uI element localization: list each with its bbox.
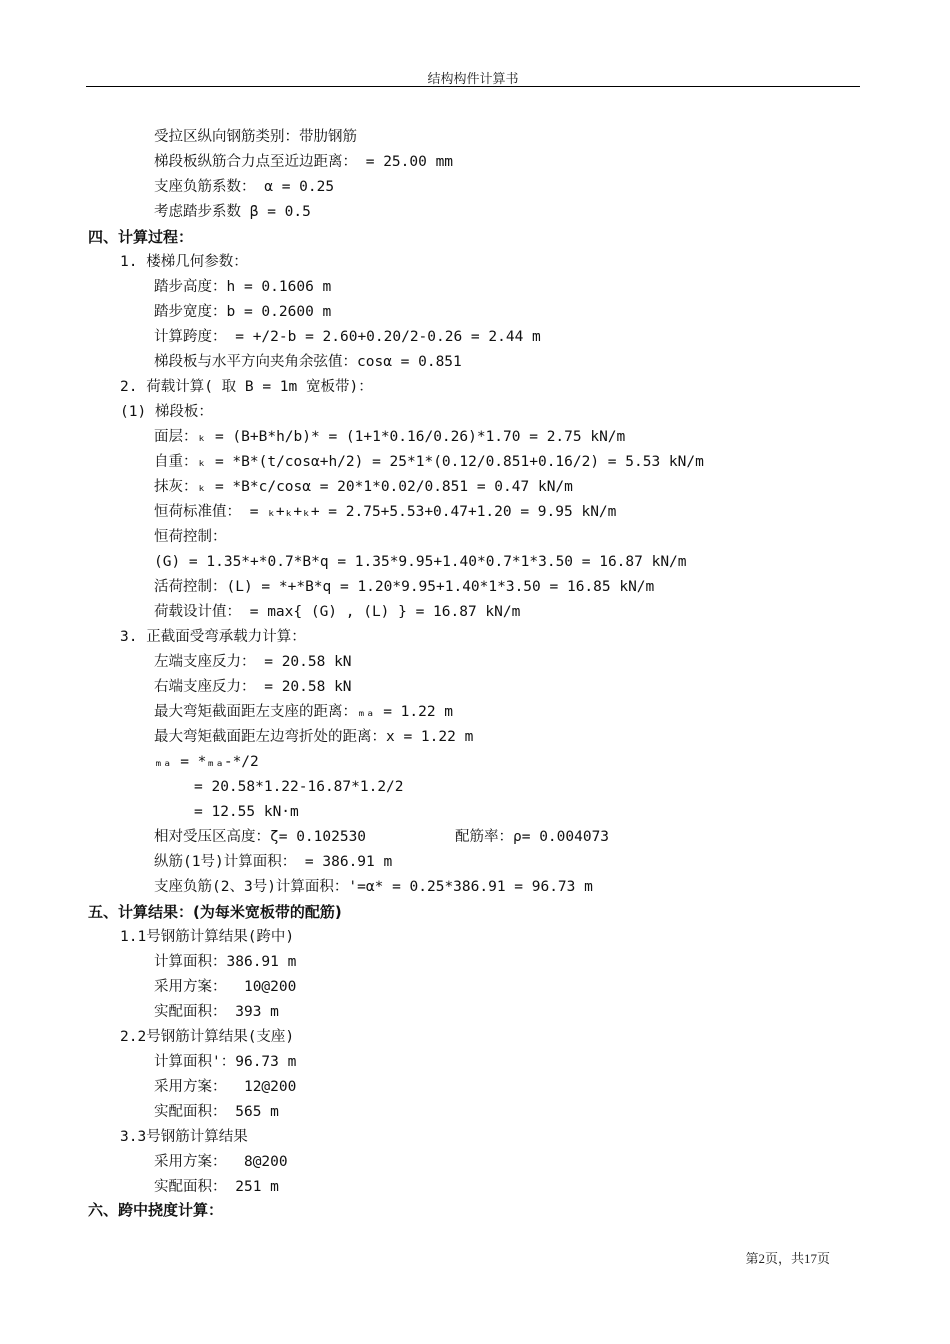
text-line: 计算面积'：96.73 m (154, 1054, 297, 1070)
text-line: 采用方案： 8@200 (154, 1154, 288, 1170)
text-line: 自重：ₖ = *B*(t/cosα+h/2) = 25*1*(0.12/0.851+0.16/2) = 5.53 kN/m (154, 454, 704, 470)
section-heading: 五、计算结果：(为每米宽板带的配筋) (88, 903, 342, 921)
text-line: 采用方案： 12@200 (154, 1079, 297, 1095)
formula-line: = 12.55 kN·m (194, 804, 299, 820)
text-line: 配筋率：ρ= 0.004073 (455, 829, 610, 845)
text-line: 支座负筋(2、3号)计算面积：'=α* = 0.25*386.91 = 96.73 m (154, 879, 593, 895)
text-line: 受拉区纵向钢筋类别：带肋钢筋 (154, 129, 357, 145)
text-line: 考虑踏步系数 β = 0.5 (154, 204, 311, 220)
text-line: 抹灰：ₖ = *B*c/cosα = 20*1*0.02/0.851 = 0.47 kN/m (154, 479, 573, 495)
text-line: 相对受压区高度：ζ= 0.102530 (154, 829, 367, 845)
text-line: 踏步宽度：b = 0.2600 m (154, 304, 332, 320)
text-line: 支座负筋系数： α = 0.25 (154, 179, 335, 195)
text-line: 计算面积：386.91 m (154, 954, 297, 970)
text-line: 梯段板与水平方向夹角余弦值：cosα = 0.851 (154, 354, 462, 370)
page-footer: 第2页，共17页 (745, 1251, 830, 1266)
subsection-heading: 3. 正截面受弯承载力计算： (120, 629, 306, 645)
section-heading: 四、计算过程： (88, 228, 194, 246)
formula-line: ₘₐ = *ₘₐ-*/2 (154, 754, 259, 770)
text-line: 最大弯矩截面距左边弯折处的距离：x = 1.22 m (154, 729, 474, 745)
page-header: 结构构件计算书 (86, 68, 860, 87)
text-line: 最大弯矩截面距左支座的距离：ₘₐ = 1.22 m (154, 704, 454, 720)
text-line: 恒荷控制： (154, 529, 227, 545)
subsection-heading: 1. 楼梯几何参数： (120, 254, 248, 270)
text-line: 梯段板纵筋合力点至近边距离： = 25.00 mm (154, 154, 454, 170)
text-line: 纵筋(1号)计算面积： = 386.91 m (154, 854, 393, 870)
text-line: 实配面积： 565 m (154, 1104, 279, 1120)
subsection-heading: 2. 荷载计算( 取 B = 1m 宽板带)： (120, 379, 373, 395)
text-line: 踏步高度：h = 0.1606 m (154, 279, 332, 295)
subsection-heading: 3.3号钢筋计算结果 (120, 1129, 248, 1145)
text-line: 恒荷标准值： = ₖ+ₖ+ₖ+ = 2.75+5.53+0.47+1.20 = 9.95 kN/m (154, 504, 617, 520)
subsection-heading: (1) 梯段板： (120, 404, 213, 420)
text-line: 右端支座反力： = 20.58 kN (154, 679, 352, 695)
text-line: 荷载设计值： = max{ (G) , (L) } = 16.87 kN/m (154, 604, 521, 620)
text-line: 采用方案： 10@200 (154, 979, 297, 995)
text-line: 实配面积： 393 m (154, 1004, 279, 1020)
subsection-heading: 1.1号钢筋计算结果(跨中) (120, 929, 295, 945)
text-line: 实配面积： 251 m (154, 1179, 279, 1195)
text-line: 左端支座反力： = 20.58 kN (154, 654, 352, 670)
text-line: 计算跨度： = +/2-b = 2.60+0.20/2-0.26 = 2.44 m (154, 329, 541, 345)
text-line: 面层：ₖ = (B+B*h/b)* = (1+1*0.16/0.26)*1.70 = 2.75 kN/m (154, 429, 626, 445)
subsection-heading: 2.2号钢筋计算结果(支座) (120, 1029, 295, 1045)
formula-line: = 20.58*1.22-16.87*1.2/2 (194, 779, 404, 795)
text-line: (G) = 1.35*+*0.7*B*q = 1.35*9.95+1.40*0.7*1*3.50 = 16.87 kN/m (154, 554, 687, 570)
text-line: 活荷控制：(L) = *+*B*q = 1.20*9.95+1.40*1*3.50 = 16.85 kN/m (154, 579, 655, 595)
section-heading: 六、跨中挠度计算： (88, 1201, 224, 1219)
